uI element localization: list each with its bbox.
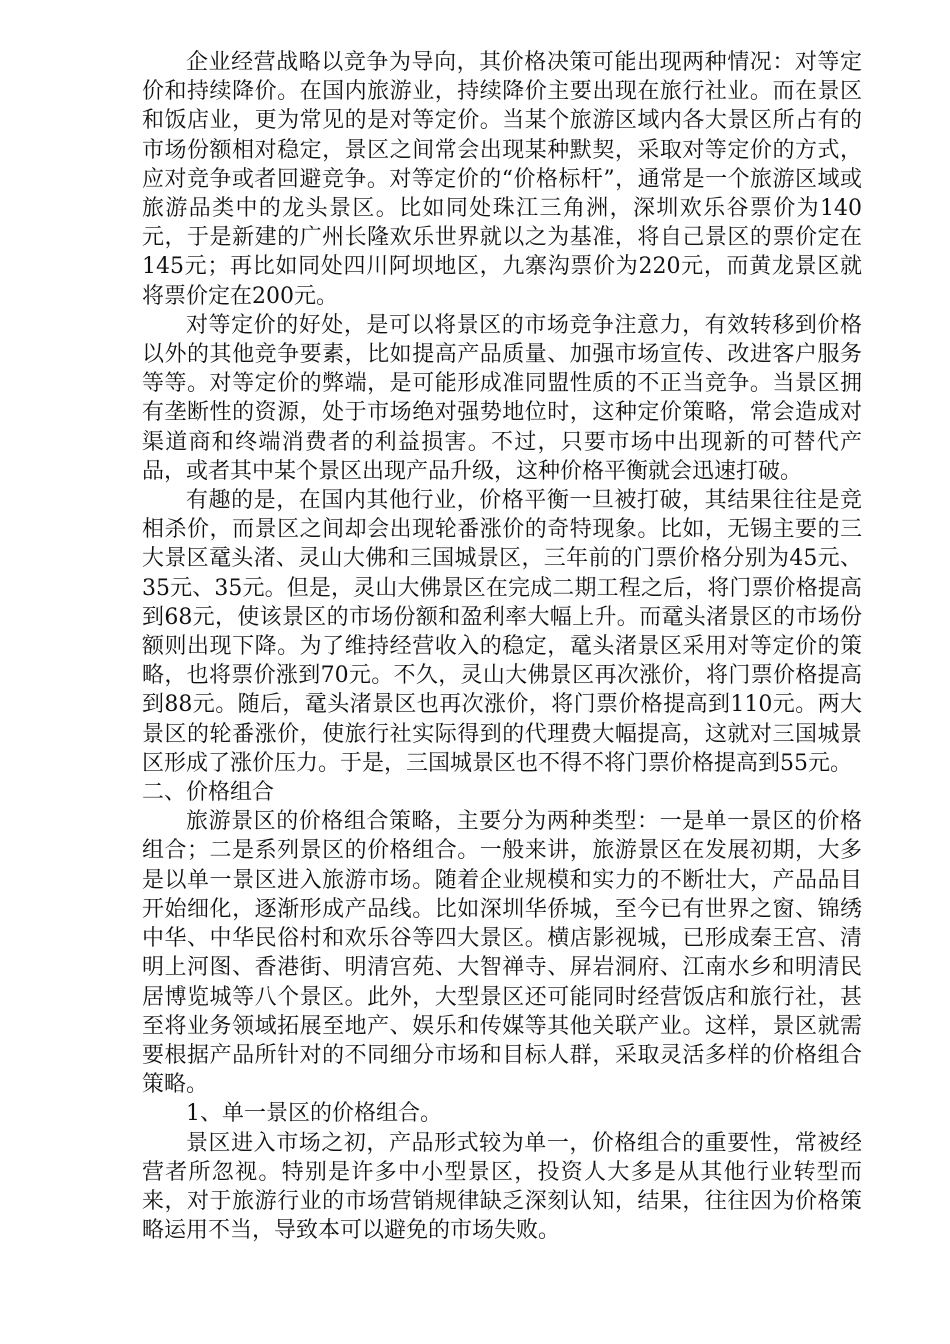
paragraph-price-portfolio: 旅游景区的价格组合策略，主要分为两种类型：一是单一景区的价格组合；二是系列景区的价格组合。一般来讲，旅游景区在发展初期，大多是以单一景区进入旅游市场。随着企业规模和实力的不断壮大，产品品目开始细化，逐渐形成产品线。比如深圳华侨城，至今已有世界之窗、锦绣中华、中华民俗村和欢乐谷等四大景区。横店影视城，已形成秦王宫、清明上河图、香港街、明清宫苑、大智禅寺、屏岩洞府、江南水乡和明清民居博览城等八个景区。此外，大型景区还可能同时经营饭店和旅行社，甚至将业务领域拓展至地产、娱乐和传媒等其他关联产业。这样，景区就需要根据产品所针对的不同细分市场和目标人群，采取灵活多样的价格组合策略。 [142,809,862,1098]
paragraph-peer-pricing-pros-cons: 对等定价的好处，是可以将景区的市场竞争注意力，有效转移到价格以外的其他竞争要素，比如提高产品质量、加强市场宣传、改进客户服务等等。对等定价的弊端，是可能形成准同盟性质的不正当竞争。当景区拥有垄断性的资源，处于市场绝对强势地位时，这种定价策略，常会造成对渠道商和终端消费者的利益损害。不过，只要市场中出现新的可替代产品，或者其中某个景区出现产品升级，这种价格平衡就会迅速打破。 [142,312,862,484]
paragraph-price-escalation: 有趣的是，在国内其他行业，价格平衡一旦被打破，其结果往往是竞相杀价，而景区之间却会出现轮番涨价的奇特现象。比如，无锡主要的三大景区鼋头渚、灵山大佛和三国城景区，三年前的门票价格分别为45元、35元、35元。但是，灵山大佛景区在完成二期工程之后，将门票价格提高到68元，使该景区的市场份额和盈利率大幅上升。而鼋头渚景区的市场份额则出现下降。为了维持经营收入的稳定，鼋头渚景区采用对等定价的策略，也将票价涨到70元。不久，灵山大佛景区再次涨价，将门票价格提高到88元。随后，鼋头渚景区也再次涨价，将门票价格提高到110元。两大景区的轮番涨价，使旅行社实际得到的代理费大幅提高，这就对三国城景区形成了涨价压力。于是，三国城景区也不得不将门票价格提高到55元。 [142,488,862,776]
subheading: 1、单一景区的价格组合。 [186,1101,442,1127]
document-page [142,48,862,1245]
paragraph-peer-pricing: 企业经营战略以竞争为导向，其价格决策可能出现两种情况：对等定价和持续降价。在国内旅游业，持续降价主要出现在旅行社业。而在景区和饭店业，更为常见的是对等定价。当某个旅游区域内各大景区所占有的市场份额相对稳定，景区之间常会出现某种默契，采取对等定价的方式，应对竞争或者回避竞争。对等定价的“价格标杆”，通常是一个旅游区域或旅游品类中的龙头景区。比如同处珠江三角洲，深圳欢乐谷票价为140元，于是新建的广州长隆欢乐世界就以之为基准，将自己景区的票价定在145元；再比如同处四川阿坝地区，九寨沟票价为220元，而黄龙景区就将票价定在200元。 [142,50,862,309]
paragraph-single-scenic-area: 景区进入市场之初，产品形式较为单一，价格组合的重要性，常被经营者所忽视。特别是许多中小型景区，投资人大多是从其他行业转型而来，对于旅游行业的市场营销规律缺乏深刻认知，结果，往往因为价格策略运用不当，导致本可以避免的市场失败。 [142,1130,862,1244]
section-heading: 二、价格组合 [142,780,275,806]
